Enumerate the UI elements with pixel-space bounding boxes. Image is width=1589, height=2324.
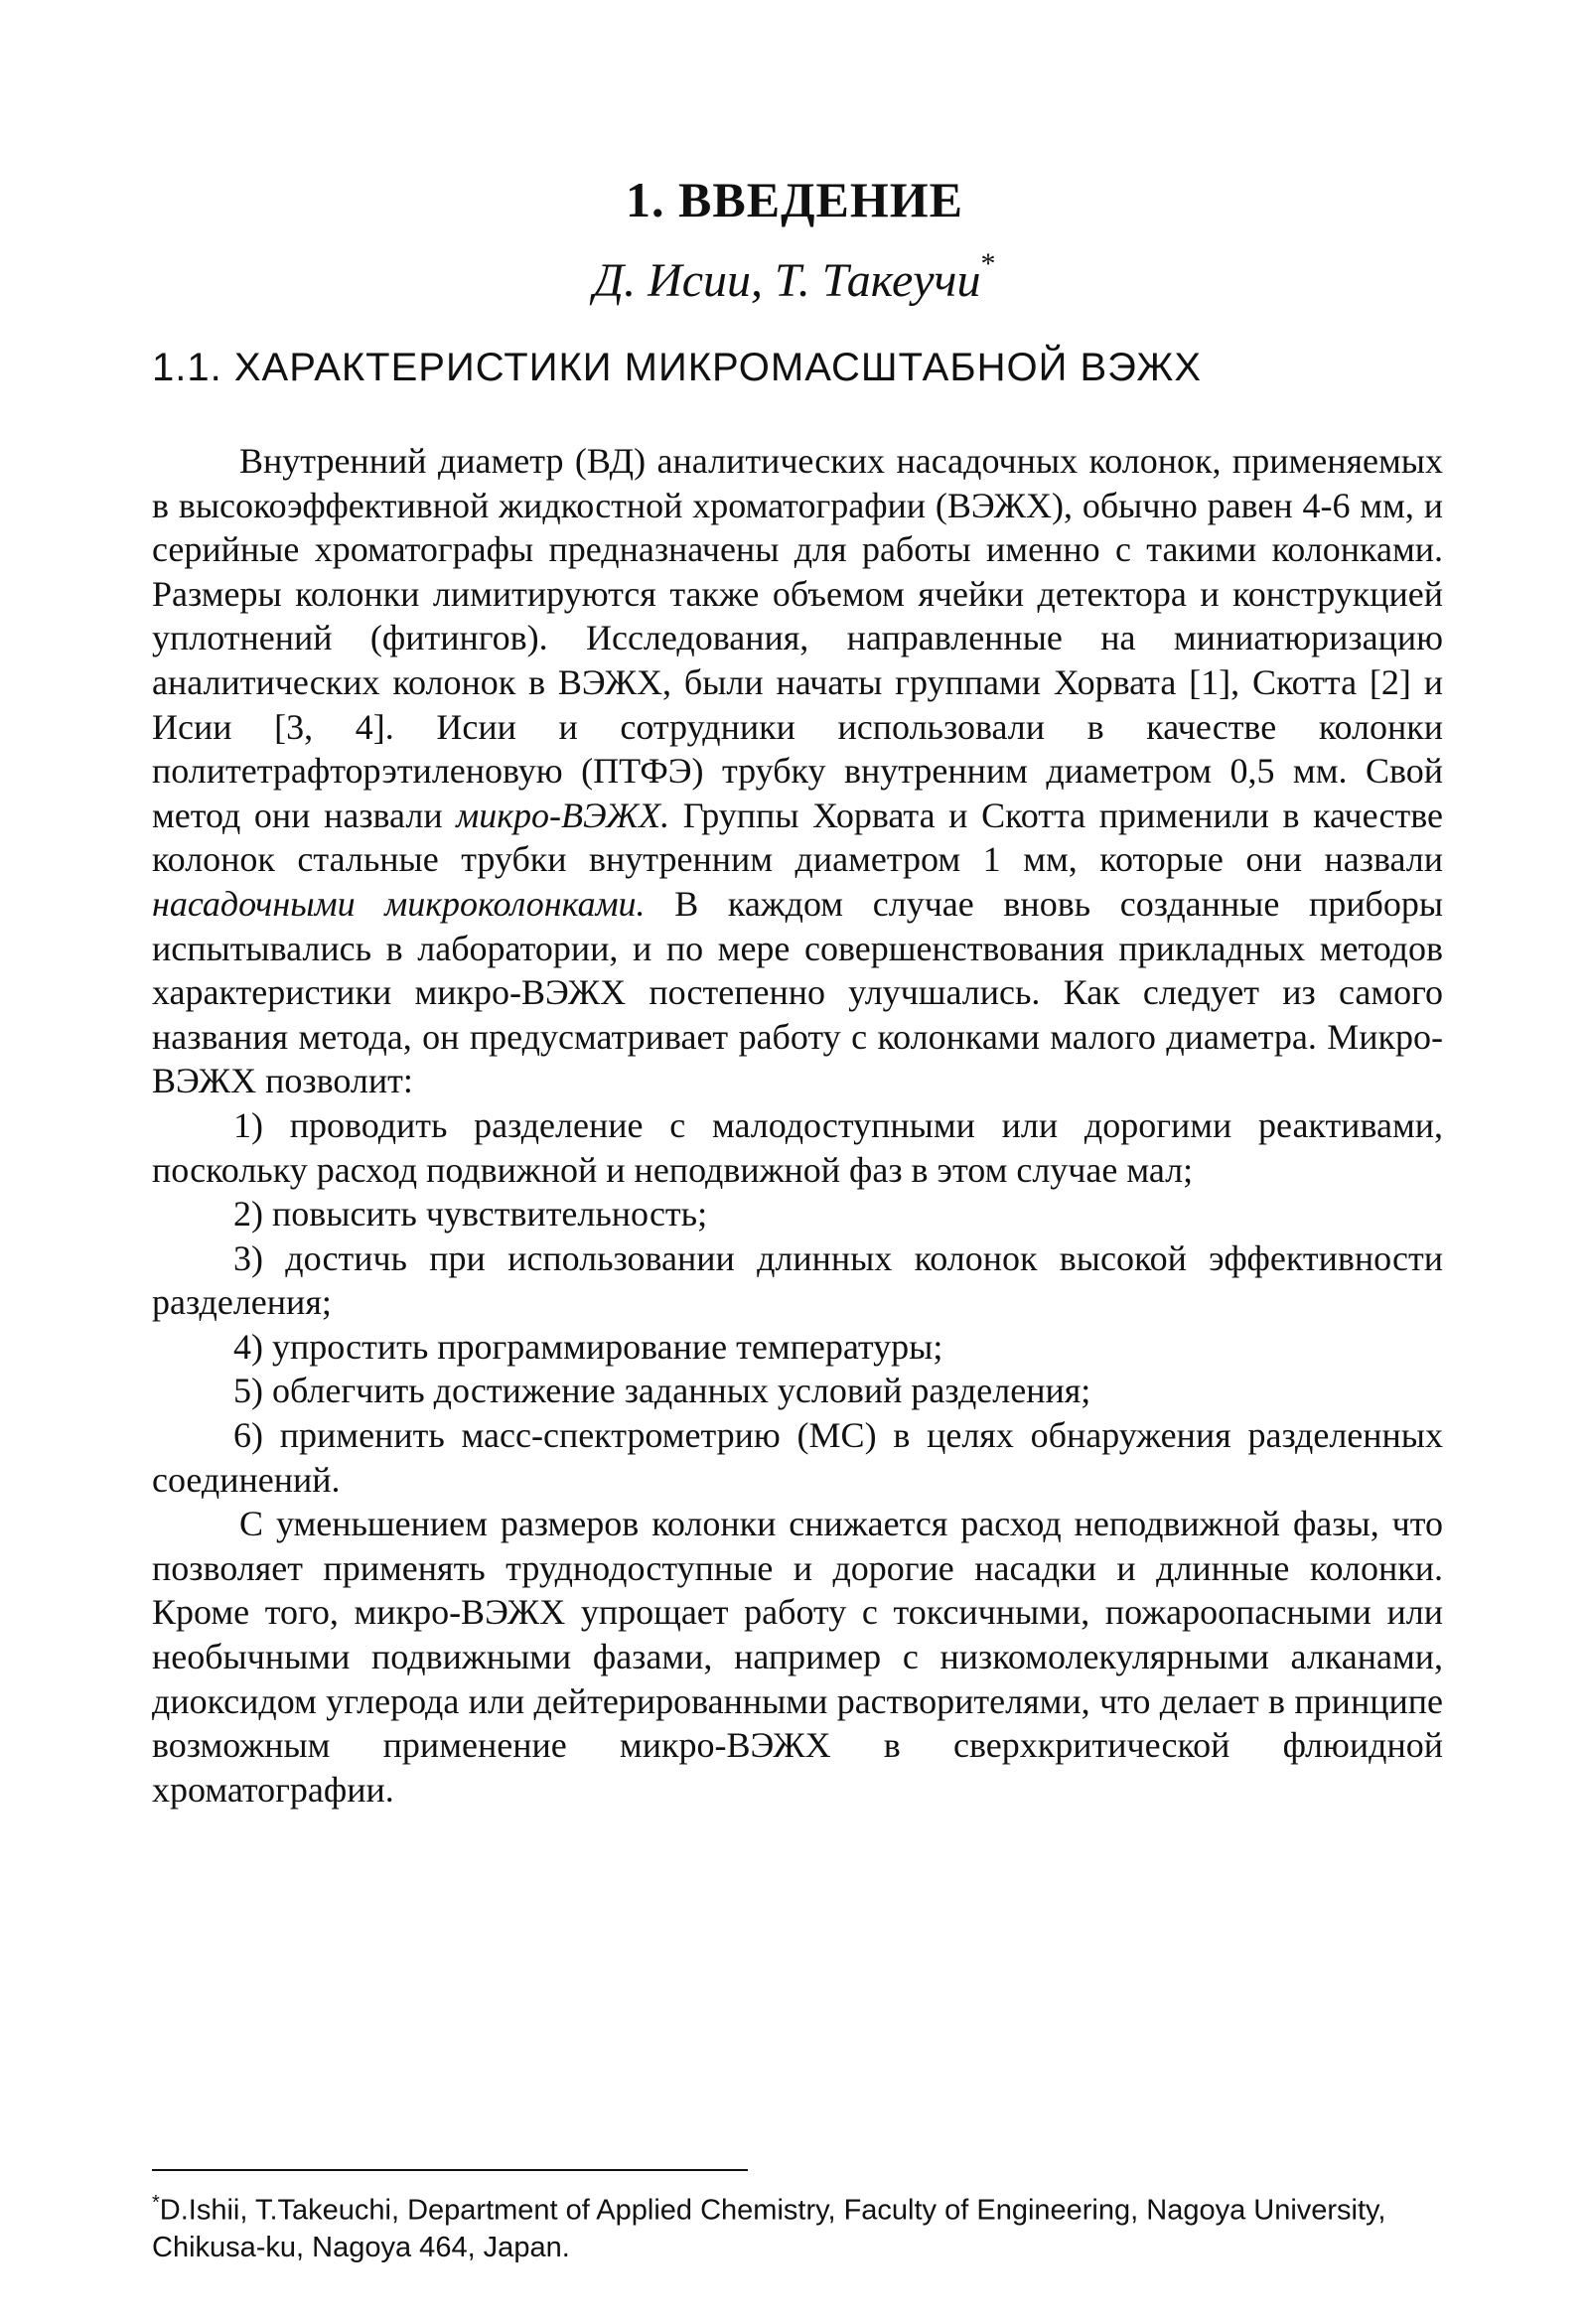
footnote-divider — [152, 2169, 748, 2171]
list-item: 3) достичь при использовании длинных колонок высокой эффективности разделения; — [152, 1237, 1443, 1323]
term-packed-microcolumns: насадочными микроколонками. — [152, 883, 646, 924]
paragraph-advantages: С уменьшением размеров колонки снижается расход неподвижной фазы, что позволяет применять труднодоступные и дорогие насадки и длинные колонки. Кроме того, микро-ВЭЖХ упрощает работу с токсичными, пожароопасными или необычными подвижными фазами, например с низкомолекулярными алканами, диоксидом углерода или дейтерированными растворителями, что делает в принципе возможным применение микро-ВЭЖХ в сверхкритической флюидной хроматографии. — [152, 1504, 1443, 1810]
section-title: 1.1. ХАРАКТЕРИСТИКИ МИКРОМАСШТАБНОЙ ВЭЖХ — [152, 346, 1203, 389]
authors-names: Д. Исии, Т. Такеучи — [593, 254, 981, 307]
authors-footnote-mark: * — [980, 247, 996, 280]
list-item: 4) упростить программирование температуры; — [233, 1326, 943, 1367]
paragraph-intro-part-3: В каждом случае вновь созданные приборы испытывались в лаборатории, и по мере совершенствования прикладных методов характеристики микро-ВЭЖХ постепенно улучшались. Как следует из самого названия метода, он предусматривает работу с колонками малого диаметра. Микро-ВЭЖХ позволит: — [152, 883, 1444, 1101]
term-micro-hplc: микро-ВЭЖХ. — [456, 795, 670, 835]
list-item: 1) проводить разделение с малодоступными или дорогими реактивами, поскольку расход подвижной и неподвижной фаз в этом случае мал; — [152, 1104, 1443, 1190]
footnote-mark: * — [152, 2192, 160, 2214]
list-item: 6) применить масс-спектрометрию (МС) в целях обнаружения разделенных соединений. — [152, 1415, 1443, 1500]
footnote-text: D.Ishii, T.Takeuchi, Department of Applied Chemistry, Faculty of Engineering, Nagoya University, Chikusa-ku, Nagoya 464, Japan. — [152, 2194, 1386, 2263]
paragraph-intro-part-1: Внутренний диаметр (ВД) аналитических насадочных колонок, применяемых в высокоэффективной жидкостной хроматографии (ВЭЖХ), обычно равен 4-6 мм, и серийные хроматографы предназначены для работы именно с такими колонками. Размеры колонки лимитируются также объемом ячейки детектора и конструкцией уплотнений (фитингов). Исследования, направленные на миниатюризацию аналитических колонок в ВЭЖХ, были начаты группами Хорвата [1], Скотта [2] и Исии [3, 4]. Исии и сотрудники использовали в качестве колонки политетрафторэтиленовую (ПТФЭ) трубку внутренним диаметром 0,5 мм. Свой метод они назвали — [152, 441, 1443, 835]
paragraph-intro — [152, 439, 1443, 1103]
list-item: 5) облегчить достижение заданных условий разделения; — [233, 1371, 1091, 1411]
body-text — [152, 439, 1443, 1812]
chapter-title: 1. ВВЕДЕНИЕ — [626, 172, 963, 227]
chapter-authors — [0, 247, 1589, 308]
list-item: 2) повысить чувствительность; — [233, 1194, 708, 1235]
footnote — [152, 2185, 1443, 2266]
paragraph-intro-part-2: Группы Хорвата и Скотта применили в качестве колонок стальные трубки внутренним диаметром 1 мм, которые они назвали — [152, 795, 1444, 880]
